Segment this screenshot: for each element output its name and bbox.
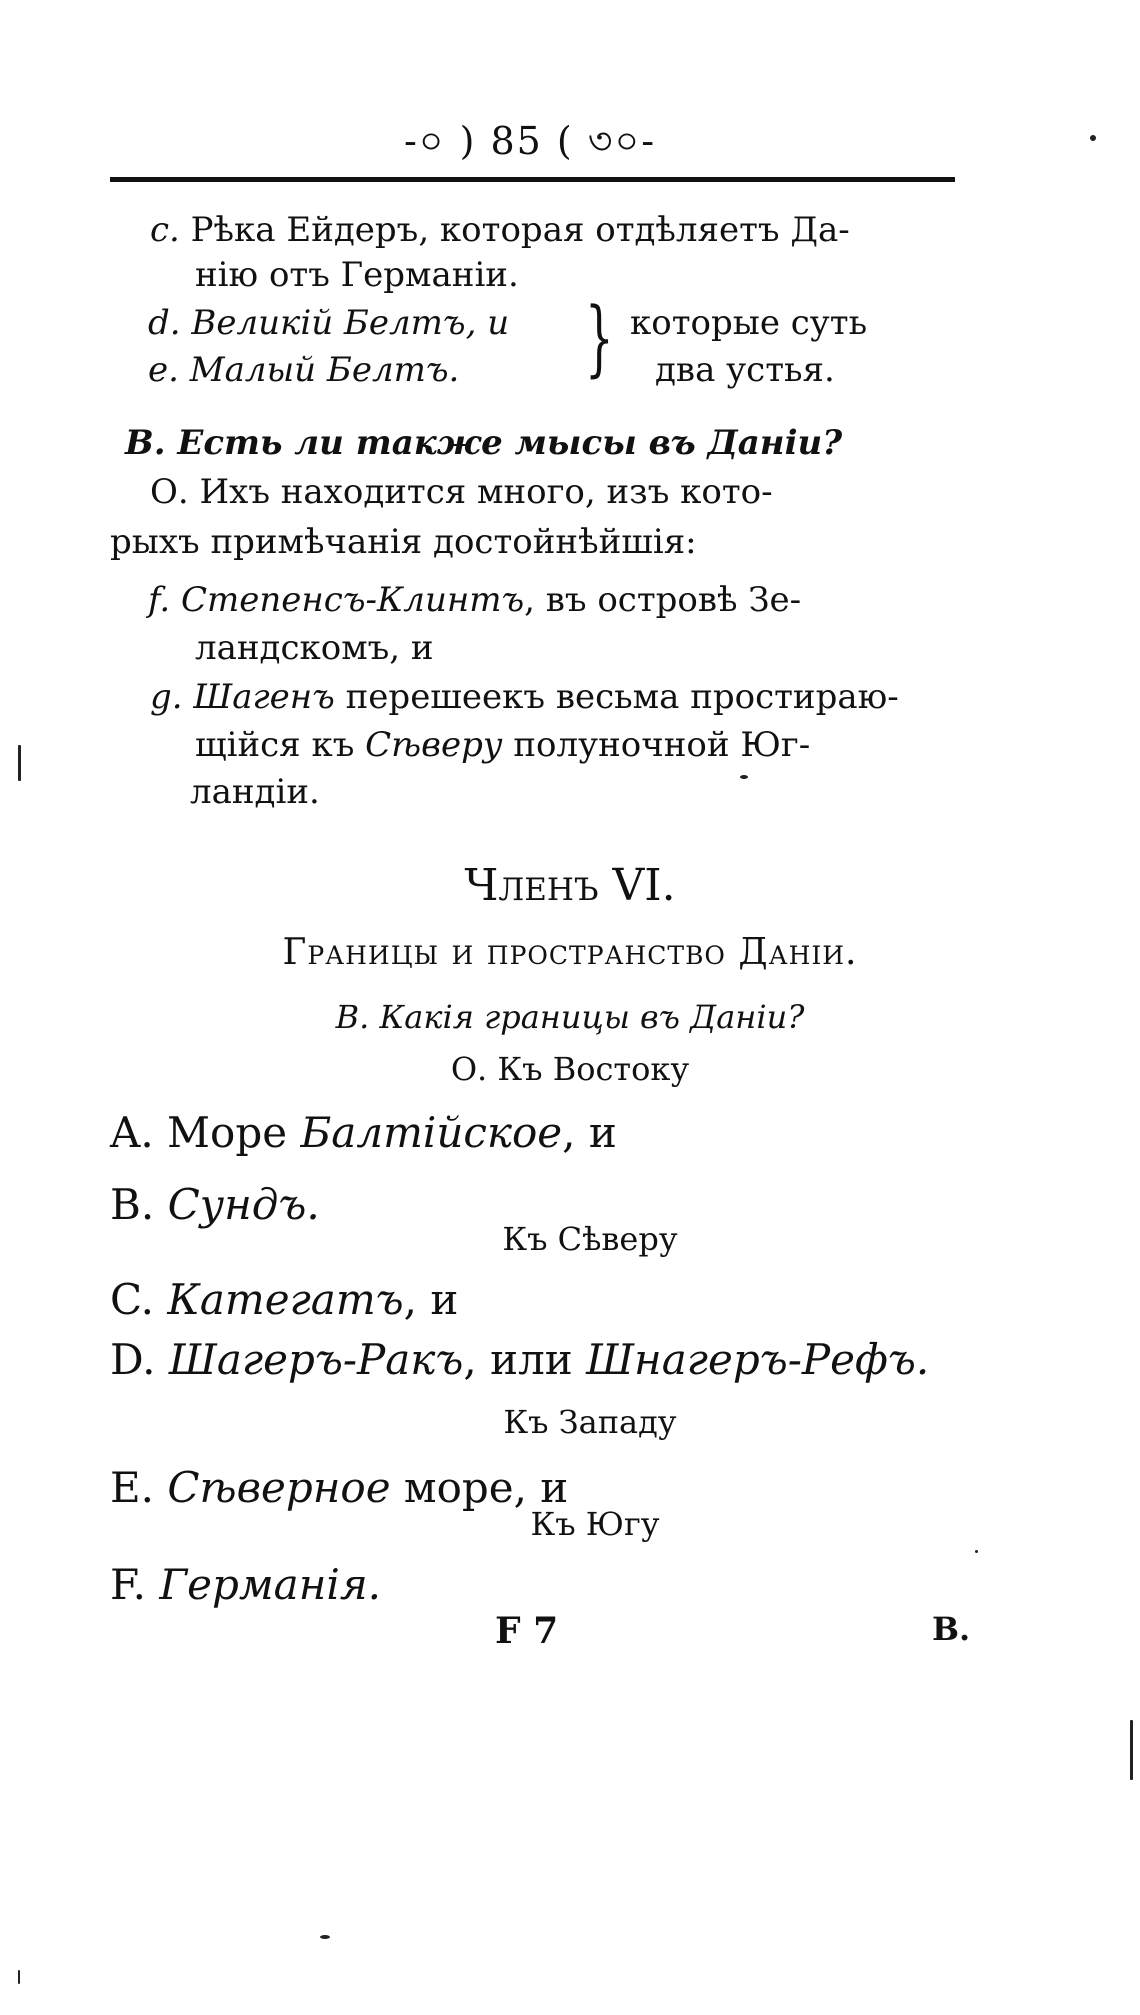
section-title: Членъ VI. bbox=[464, 860, 676, 911]
list-marker: g. bbox=[150, 677, 183, 717]
border-item-f bbox=[110, 1560, 381, 1609]
question-capes: В. Есть ли также мысы въ Даніи? bbox=[125, 423, 843, 463]
signature-mark: F 7 bbox=[495, 1610, 559, 1652]
list-item-text: , и bbox=[562, 1108, 617, 1157]
brace-note-line1: которые суть bbox=[630, 303, 868, 343]
list-item-text: , или bbox=[463, 1335, 587, 1384]
question-borders: В. Какія границы въ Даніи? bbox=[335, 998, 805, 1036]
direction-north: Къ Сѣверу bbox=[502, 1220, 678, 1258]
grouping-brace: } bbox=[585, 291, 614, 386]
list-item-name: Балтійское bbox=[300, 1108, 563, 1157]
list-item-e bbox=[148, 350, 459, 390]
list-marker: D. bbox=[110, 1335, 156, 1384]
direction-south: Къ Югу bbox=[530, 1505, 660, 1543]
list-item-name-alt: Шнагеръ-Рефъ. bbox=[586, 1335, 930, 1384]
direction-west: Къ Западу bbox=[503, 1403, 677, 1441]
catchword: В. bbox=[932, 1610, 971, 1648]
list-marker: B. bbox=[110, 1180, 155, 1229]
list-item-g-end: ландіи. bbox=[190, 772, 320, 812]
list-item-name: Великій Белтъ, и bbox=[191, 303, 510, 343]
scan-speck bbox=[320, 1935, 330, 1939]
list-item-text: , и bbox=[403, 1275, 459, 1324]
list-item-name: Германія. bbox=[159, 1560, 381, 1609]
list-item-text: , въ островѣ Зе- bbox=[524, 580, 802, 620]
scan-speck bbox=[740, 775, 748, 779]
list-item-name: Сѣверное bbox=[167, 1463, 391, 1512]
list-marker: c. bbox=[150, 210, 180, 250]
scan-speck bbox=[18, 745, 21, 781]
list-item-text: перешеекъ весьма простираю- bbox=[345, 677, 899, 717]
list-item-name: Сундъ. bbox=[167, 1180, 320, 1229]
list-item-c bbox=[150, 210, 850, 250]
border-item-a bbox=[110, 1108, 617, 1157]
list-item-g bbox=[150, 677, 899, 717]
list-item-g-continued bbox=[195, 725, 810, 765]
list-item-d bbox=[148, 303, 509, 343]
list-item-name: Степенсъ-Клинтъ bbox=[181, 580, 525, 620]
list-item-name: Категатъ bbox=[167, 1275, 404, 1324]
list-item-name: Малый Белтъ. bbox=[189, 350, 460, 390]
scan-speck bbox=[975, 1550, 978, 1553]
list-marker: d. bbox=[148, 303, 181, 343]
list-item-text: щійся къ bbox=[195, 725, 366, 765]
list-marker: E. bbox=[110, 1463, 155, 1512]
list-marker: f. bbox=[148, 580, 171, 620]
list-marker: e. bbox=[148, 350, 179, 390]
list-item-text: море, и bbox=[390, 1463, 569, 1512]
answer-capes-line1: О. Ихъ находится много, изъ кото- bbox=[150, 472, 773, 512]
border-item-c bbox=[110, 1275, 458, 1324]
section-subtitle: Границы и пространство Даніи. bbox=[282, 932, 858, 973]
border-item-d bbox=[110, 1335, 929, 1384]
answer-capes-line2: рыхъ примѣчанія достойнѣйшія: bbox=[110, 522, 697, 562]
list-item-emphasis: Сѣверу bbox=[365, 725, 503, 765]
scan-speck bbox=[18, 1970, 20, 1984]
scan-speck bbox=[1130, 1720, 1133, 1780]
scan-speck bbox=[1090, 135, 1096, 141]
answer-east-heading: О. Къ Востоку bbox=[450, 1050, 690, 1088]
list-item-name: Шагенъ bbox=[193, 677, 335, 717]
list-item-f-continued: ландскомъ, и bbox=[195, 628, 434, 668]
list-item-name: Шагеръ-Ракъ bbox=[168, 1335, 464, 1384]
list-item-text: Рѣка Ейдеръ, которая отдѣляетъ Да- bbox=[190, 210, 850, 250]
page-header: -০ ) 85 ( ৩০- bbox=[403, 119, 657, 163]
list-marker: C. bbox=[110, 1275, 154, 1324]
list-item-text: полуночной Юг- bbox=[502, 725, 811, 765]
brace-note-line2: два устья. bbox=[655, 350, 835, 390]
header-rule bbox=[110, 177, 955, 182]
list-marker: F. bbox=[110, 1560, 146, 1609]
list-marker: A. bbox=[110, 1108, 154, 1157]
list-item-c-continued: нію отъ Германіи. bbox=[195, 255, 519, 295]
list-item-f bbox=[148, 580, 801, 620]
list-item-text: Море bbox=[167, 1108, 301, 1157]
